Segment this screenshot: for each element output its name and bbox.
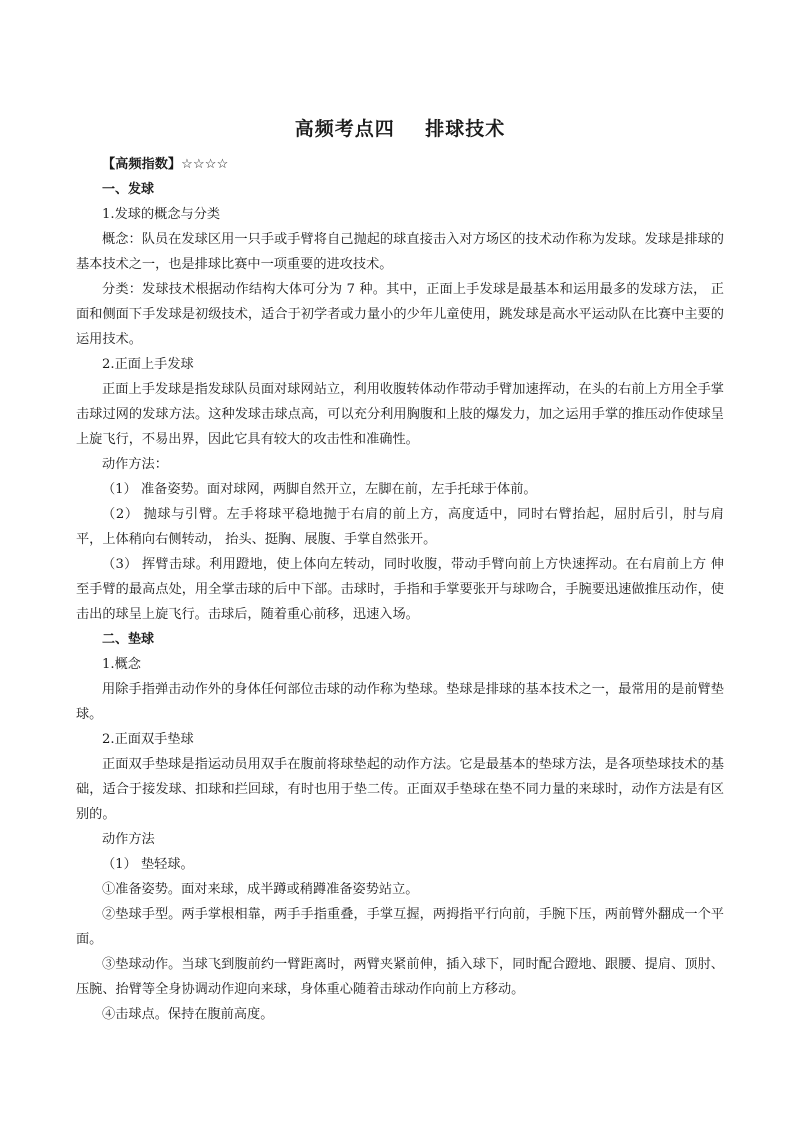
subheading-forearm-pass: 2.正面双手垫球 xyxy=(102,732,194,747)
method-label-serve: 动作方法： xyxy=(102,457,168,472)
subheading-overhand-serve: 2.正面上手发球 xyxy=(102,357,194,372)
serve-step-1: （1） 准备姿势。面对球网，两脚自然开立，左脚在前，左手托球于体前。 xyxy=(102,482,537,497)
frequency-label: 【高频指数】 xyxy=(102,157,182,172)
paragraph-forearm-pass: 正面双手垫球是指运动员用双手在腹前将球垫起的动作方法。它是最基本的垫球方法，是各项垫球技术的基础，适合于接发球、扣球和拦回球，有时也用于垫二传。正面双手垫球在垫不同力量的来球时，动作方法是有区别的。 xyxy=(76,757,724,822)
dig-point-2: ②垫球手型。两手掌根相靠，两手手指重叠，手掌互握，两拇指平行向前，手腕下压，两前臂外翻成一个平面。 xyxy=(76,907,724,947)
serve-step-3: （3） 挥臂击球。利用蹬地，使上体向左转动，同时收腹，带动手臂向前上方快速挥动。在右肩前上方 伸至手臂的最高点处，用全掌击球的后中下部。击球时，手指和手掌要张开与球吻合，手腕要迅速做推压动作，使击出的球呈上旋飞行。击球后，随着重心前移，迅速入场。 xyxy=(76,557,724,622)
frequency-stars: ☆☆☆☆ xyxy=(181,157,229,172)
document-body xyxy=(76,152,724,1027)
serve-step-2: （2） 抛球与引臂。左手将球平稳地抛于右肩的前上方，高度适中，同时右臂抬起，屈肘后引，肘与肩 平，上体稍向右侧转动， 抬头、挺胸、展腹、手掌自然张开。 xyxy=(76,507,724,547)
paragraph-serve-classification: 分类：发球技术根据动作结构大体可分为 7 种。其中，正面上手发球是最基本和运用最多的发球方法， 正面和侧面下手发球是初级技术，适合于初学者或力量小的少年儿童使用，跳发球是高水平运动队在比赛中主要的运用技术。 xyxy=(76,282,724,347)
dig-point-3: ③垫球动作。当球飞到腹前约一臂距离时，两臂夹紧前伸，插入球下，同时配合蹬地、跟腰、提肩、顶肘、压腕、抬臂等全身协调动作迎向来球，身体重心随着击球动作向前上方移动。 xyxy=(76,957,724,997)
section-heading-dig: 二、垫球 xyxy=(102,632,155,647)
subheading-dig-concept: 1.概念 xyxy=(102,657,141,672)
page-title: 高频考点四 排球技术 xyxy=(294,118,506,140)
dig-step-1: （1） 垫轻球。 xyxy=(102,857,194,872)
paragraph-serve-concept: 概念：队员在发球区用一只手或手臂将自己抛起的球直接击入对方场区的技术动作称为发球。发球是排球的基本技术之一，也是排球比赛中一项重要的进攻技术。 xyxy=(76,232,724,272)
subheading-serve-concept: 1.发球的概念与分类 xyxy=(102,207,221,222)
method-label-dig: 动作方法 xyxy=(102,832,155,847)
paragraph-dig-concept: 用除手指弹击动作外的身体任何部位击球的动作称为垫球。垫球是排球的基本技术之一，最常用的是前臂垫球。 xyxy=(76,682,724,722)
frequency-line xyxy=(76,152,724,177)
section-heading-serve: 一、发球 xyxy=(102,182,155,197)
dig-point-4: ④击球点。保持在腹前高度。 xyxy=(102,1007,274,1022)
paragraph-overhand-serve: 正面上手发球是指发球队员面对球网站立，利用收腹转体动作带动手臂加速挥动，在头的右前上方用全手掌击球过网的发球方法。这种发球击球点高，可以充分利用胸腹和上肢的爆发力，加之运用手掌的推压动作使球呈上旋飞行，不易出界，因此它具有较大的攻击性和准确性。 xyxy=(76,382,724,447)
dig-point-1: ①准备姿势。面对来球，成半蹲或稍蹲准备姿势站立。 xyxy=(102,882,419,897)
